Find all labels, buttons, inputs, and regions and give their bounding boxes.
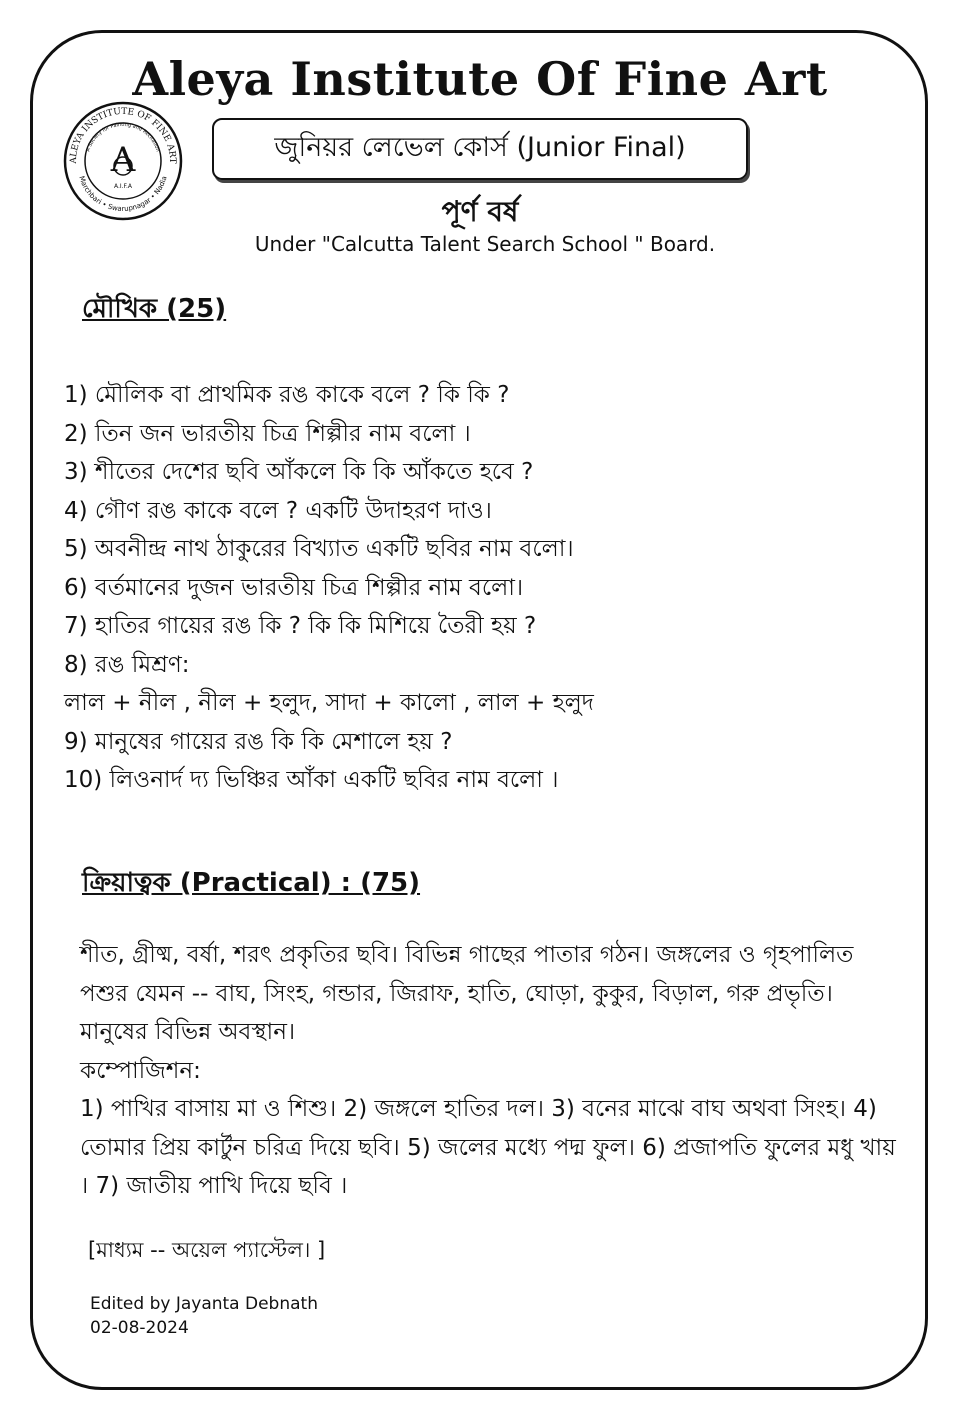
seal-monogram: A (110, 140, 136, 180)
composition-label: কম্পোজিশন: (80, 1057, 201, 1084)
editor-name: Edited by Jayanta Debnath (90, 1294, 318, 1314)
full-year-label: পূর্ণ বর্ষ (441, 195, 519, 228)
oral-section-heading: মৌখিক (25) (82, 294, 227, 324)
edit-date: 02-08-2024 (90, 1318, 189, 1338)
oral-question-list (64, 376, 924, 800)
oral-question: 2) তিন জন ভারতীয় চিত্র শিল্পীর নাম বলো । (64, 420, 471, 447)
oral-question: 6) বর্তমানের দুজন ভারতীয় চিত্র শিল্পীর নাম বলো। (64, 574, 524, 601)
course-title-box (212, 118, 748, 180)
medium-note: [মাধ্যম -- অয়েল প্যাস্টেল। ] (88, 1238, 326, 1262)
practical-section-body (80, 936, 900, 1206)
seal-bottom-text: Marchbari • Swarupnagar • Nadia (77, 175, 169, 214)
course-title: জুনিয়র লেভেল কোর্স (Junior Final) (274, 131, 686, 163)
practical-topics: শীত, গ্রীষ্ম, বর্ষা, শরৎ প্রকৃতির ছবি। বিভিন্ন গাছের পাতার গঠন। জঙ্গলের ও গৃহপালিত পশুর যেমন -- বাঘ, সিংহ, গন্ডার, জিরাফ, হাতি, ঘোড়া, কুকুর, বিড়াল, গরু প্রভৃতি। মানুষের বিভিন্ন অবস্থান। (80, 942, 854, 1045)
seal-inner-text: A Society for Painting and Recitation (85, 121, 161, 153)
oral-question: 10) লিওনার্দ দ্য ভিঞ্চির আঁকা একটি ছবির নাম বলো । (64, 767, 559, 793)
oral-question: 7) হাতির গায়ের রঙ কি ? কি কি মিশিয়ে তৈরী হয় ? (64, 613, 537, 639)
institute-seal-logo (62, 100, 184, 222)
oral-question: 3) শীতের দেশের ছবি আঁকলে কি কি আঁকতে হবে ? (64, 459, 534, 485)
oral-question: 5) অবনীন্দ্র নাথ ঠাকুরের বিখ্যাত একটি ছবির নাম বলো। (64, 536, 574, 562)
seal-initials: A.I.F.A (113, 183, 133, 190)
oral-question-color-mix: লাল + নীল , নীল + হলুদ, সাদা + কালো , লাল + হলুদ (64, 690, 594, 716)
editor-credit (90, 1292, 318, 1340)
institute-title: Aleya Institute Of Fine Art (132, 52, 828, 106)
oral-question: 1) মৌলিক বা প্রাথমিক রঙ কাকে বলে ? কি কি ? (64, 382, 510, 408)
oral-question: 8) রঙ মিশ্রণ: (64, 651, 190, 678)
board-line: Under "Calcutta Talent Search School " Board. (254, 232, 716, 256)
practical-section-heading: ক্রিয়াত্বক (Practical) : (75) (82, 868, 421, 898)
composition-list: 1) পাখির বাসায় মা ও শিশু। 2) জঙ্গলে হাতির দল। 3) বনের মাঝে বাঘ অথবা সিংহ। 4) তোমার প্রিয় কার্টুন চরিত্র দিয়ে ছবি। 5) জলের মধ্যে পদ্ম ফুল। 6) প্রজাপতি ফুলের মধু খায় । 7) জাতীয় পাখি দিয়ে ছবি । (80, 1096, 896, 1199)
oral-question: 9) মানুষের গায়ের রঙ কি কি মেশালে হয় ? (64, 728, 453, 755)
seal-outer-text: ALEYA INSTITUTE OF FINE ART (68, 106, 178, 164)
oral-question: 4) গৌণ রঙ কাকে বলে ? একটি উদাহরণ দাও। (64, 497, 492, 524)
